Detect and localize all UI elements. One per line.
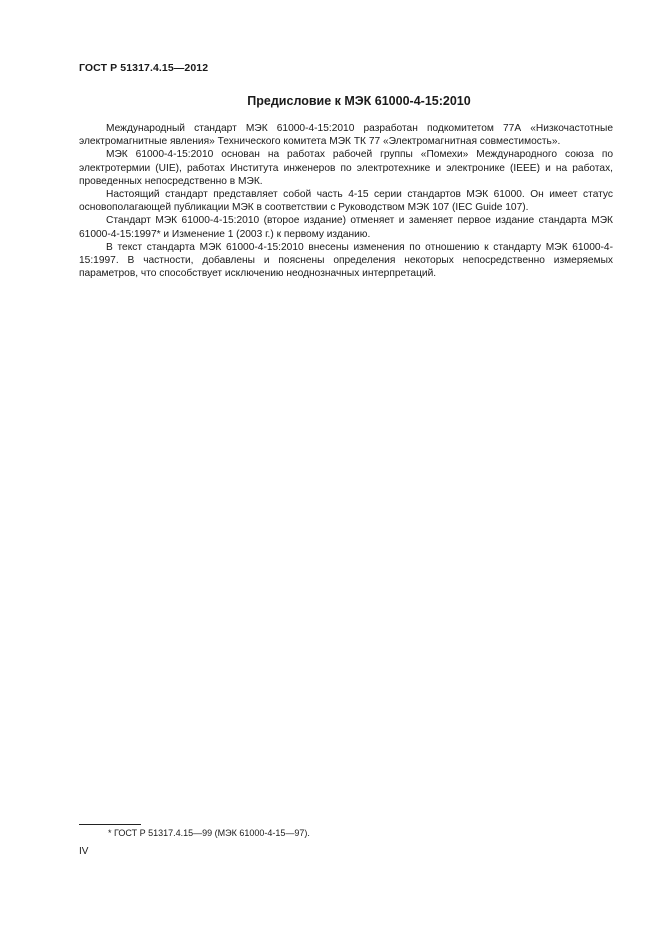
paragraph: Настоящий стандарт представляет собой часть 4-15 серии стандартов МЭК 61000. Он имеет статус основополагающей публикации МЭК в соответствии с Руководством МЭК 107 (IEC Guide 107). [79, 189, 613, 214]
paragraph: МЭК 61000-4-15:2010 основан на работах рабочей группы «Помехи» Международного союза по электротермии (UIE), работах Института инженеров по электротехнике и электронике (IEEE) и на работах, проведенных непосредственно в МЭК. [79, 149, 613, 187]
paragraph: Стандарт МЭК 61000-4-15:2010 (второе издание) отменяет и заменяет первое издание стандарта МЭК 61000-4-15:1997* и Изменение 1 (2003 г.) к первому изданию. [79, 215, 613, 240]
footnote-divider [79, 824, 141, 825]
footnote: * ГОСТ Р 51317.4.15—99 (МЭК 61000-4-15—97). [108, 828, 310, 838]
paragraph: Международный стандарт МЭК 61000-4-15:2010 разработан подкомитетом 77А «Низкочастотные электромагнитные явления» Технического комитета МЭК ТК 77 «Электромагнитная совместимость». [79, 123, 613, 148]
body-text [79, 122, 613, 280]
section-title: Предисловие к МЭК 61000-4-15:2010 [247, 94, 471, 108]
page-number: IV [79, 846, 89, 857]
paragraph: В текст стандарта МЭК 61000-4-15:2010 внесены изменения по отношению к стандарту МЭК 61000-4-15:1997. В частности, добавлены и пояснены определения некоторых непосредственно измеряемых параметров, что способствует исключению неоднозначных интерпретаций. [79, 241, 613, 280]
document-header: ГОСТ Р 51317.4.15—2012 [79, 62, 209, 74]
